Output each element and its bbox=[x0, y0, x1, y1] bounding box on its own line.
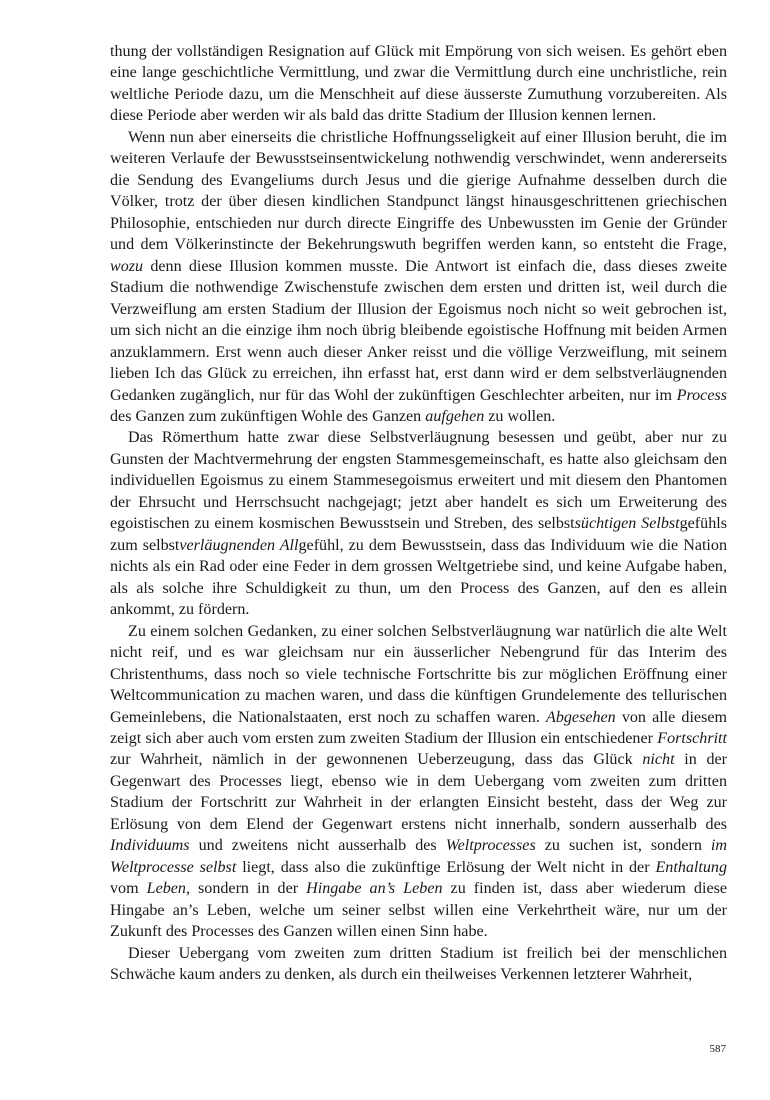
paragraph-1 bbox=[110, 41, 727, 127]
paragraph-4-emphasis-fortschritt: Fortschritt bbox=[657, 730, 727, 747]
paragraph-4-emphasis-hingabe: Hingabe an’s Leben bbox=[306, 880, 443, 898]
paragraph-4-text-i: und zweitens nicht ausserhalb des bbox=[189, 837, 446, 855]
paragraph-5-text: Dieser Uebergang vom zweiten zum dritten Stadium ist freilich bei der menschlichen Schwäche kaum anders zu denken, als durch ein theilweises Verkennen letzterer Wahrheit, bbox=[110, 944, 727, 984]
paragraph-2-text-e: des Ganzen zum zukünftigen Wohle des Ganzen bbox=[110, 407, 426, 425]
paragraph-4-emphasis-enthaltung: Enthaltung bbox=[655, 858, 727, 876]
paragraph-2 bbox=[110, 127, 727, 428]
paragraph-4-text-q: , sondern in der bbox=[185, 880, 307, 898]
paragraph-5 bbox=[110, 943, 727, 986]
paragraph-3 bbox=[110, 427, 727, 620]
paragraph-4-emphasis-individuums: Individuums bbox=[110, 837, 190, 855]
paragraph-2-text-a: Wenn nun aber einerseits die christliche Hoffnungsseligkeit auf einer Illusion beruht, die im weiteren Verlaufe der Bewusstseinsentwickelung nothwendig verschwindet, wenn andererseits die Sendung des Evangeliums durch Jesus und die gierige Aufnahme desselben durch die Völker, trotz der über diesen kindlichen Standpunct längst hinausgeschrittenen griechischen Philosophie, entschieden nur durch directe Eingriffe des Unbewussten im Genie der Gründer und dem Völkerinstincte der Bekehrungswuth begriffen werden kann, so entsteht die Frage, bbox=[110, 128, 727, 254]
paragraph-4-emphasis-nicht: nicht bbox=[642, 751, 675, 769]
paragraph-3-text-e: gefühl, zu dem Bewusstsein, dass das Individuum wie die Nation nichts als ein Rad oder eine Feder in dem grossen Weltgetriebe sind, und keine Aufgabe haben, als als solche ihre Schuldigkeit zu thun, um den Process des Ganzen, auf den es allein ankommt, zu fördern. bbox=[110, 536, 727, 619]
paragraph-4-emphasis-weltprocesses: Weltprocesses bbox=[445, 837, 536, 855]
paragraph-4-emphasis-abgesehen: Abgesehen bbox=[546, 708, 616, 726]
paragraph-4-emphasis-weltprocesse-selbst: im Weltprocesse selbst bbox=[110, 837, 727, 876]
paragraph-2-text-c: denn diese Illusion kommen musste. Die Antwort ist einfach die, dass dieses zweite Stadium die nothwendige Zwischenstufe zwischen dem ersten und dritten ist, weil durch die Verzweiflung am ersten Stadium der Illusion der Egoismus noch nicht so weit gebrochen ist, um sich nicht an die einzige ihm noch übrig bleibende egoistische Hoffnung mit beiden Armen anzuklammern. Erst wenn auch dieser Anker reisst und die völlige Verzweiflung, mit seinem lieben Ich das Glück zu erreichen, ihn erfasst hat, erst dann wird er dem selbstverläugnenden Gedanken zugänglich, nur für das Wohl der zukünftigen Geschlechter arbeiten, nur im bbox=[110, 257, 727, 404]
paragraph-4-text-g: in der Gegenwart des Processes liegt, ebenso wie in dem Uebergang vom zweiten zum dritten Stadium der Fortschritt zur Wahrheit in der erlangten Einsicht besteht, dass der Weg zur Erlösung von dem Elend der Gegenwart erstens nicht innerhalb, sondern ausserhalb des bbox=[110, 751, 727, 833]
paragraph-4-text-s: zu finden ist, dass aber wiederum diese Hingabe an’s Leben, welche um seiner selbst willen eine Verkehrtheit wäre, nur um der Zukunft des Processes des Ganzen willen einen Sinn habe. bbox=[110, 880, 728, 941]
paragraph-2-emphasis-aufgehen: aufgehen bbox=[425, 407, 485, 425]
page-number: 587 bbox=[709, 1043, 726, 1055]
paragraph-2-emphasis-process: Process bbox=[676, 386, 727, 404]
paragraph-4-text-m: liegt, dass also die zukünftige Erlösung der Welt nicht in der bbox=[236, 858, 656, 876]
paragraph-4-text-c: von alle diesem zeigt sich aber auch vom ersten zum zweiten Stadium der Illusion ein entschiedener bbox=[110, 708, 727, 747]
paragraph-3-text-c: gefühls zum selbst bbox=[110, 515, 727, 554]
paragraph-1-text: thung der vollständigen Resignation auf Glück mit Empörung von sich weisen. Es gehört eben eine lange geschichtliche Vermittlung, und zwar die Vermittlung durch eine unchristliche, rein weltliche Periode dazu, um die Menschheit auf diese äusserste Zumuthung vorzubereiten. Als diese Periode aber werden wir als bald das dritte Stadium der Illusion kennen lernen. bbox=[110, 43, 727, 125]
paragraph-3-emphasis-verlaeugnend: verläugnenden All bbox=[179, 536, 299, 554]
paragraph-4-emphasis-leben: Leben bbox=[146, 880, 186, 898]
paragraph-2-emphasis-wozu: wozu bbox=[110, 257, 144, 275]
paragraph-4-text-e: zur Wahrheit, nämlich in der gewonnenen Ueberzeugung, dass das Glück bbox=[110, 751, 643, 769]
paragraph-4 bbox=[110, 621, 727, 943]
paragraph-3-text-a: Das Römerthum hatte zwar diese Selbstverläugnung besessen und geübt, aber nur zu Gunsten der Machtvermehrung der engsten Stammesgemeinschaft, es hatte also gleichsam den individuellen Egoismus zu einem Stammesegoismus erweitert und mit diesem den Phantomen der Ehrsucht und Herrschsucht nachgejagt; jetzt aber handelt es sich um Erweiterung des egoistischen zu einem kosmischen Bewusstsein und Streben, des selbst bbox=[110, 429, 727, 533]
paragraph-3-emphasis-selbstsuechtig: süchtigen Selbst bbox=[574, 515, 680, 533]
paragraph-4-text-o: vom bbox=[110, 880, 147, 898]
page-body bbox=[110, 41, 727, 986]
paragraph-2-text-g: zu wollen. bbox=[484, 407, 556, 425]
paragraph-4-text-a: Zu einem solchen Gedanken, zu einer solchen Selbstverläugnung war natürlich die alte Welt nicht reif, und es war gleichsam nur ein äusserlicher Nebengrund für das Interim des Christenthums, dass noch so viele technische Fortschritte bis zur möglichen Eröffnung einer Weltcommunication zu machen waren, und dass die künftigen Grundelemente des tellurischen Gemeinlebens, die Nationalstaaten, erst noch zu schaffen waren. bbox=[110, 622, 727, 726]
paragraph-4-text-k: zu suchen ist, sondern bbox=[535, 837, 711, 855]
